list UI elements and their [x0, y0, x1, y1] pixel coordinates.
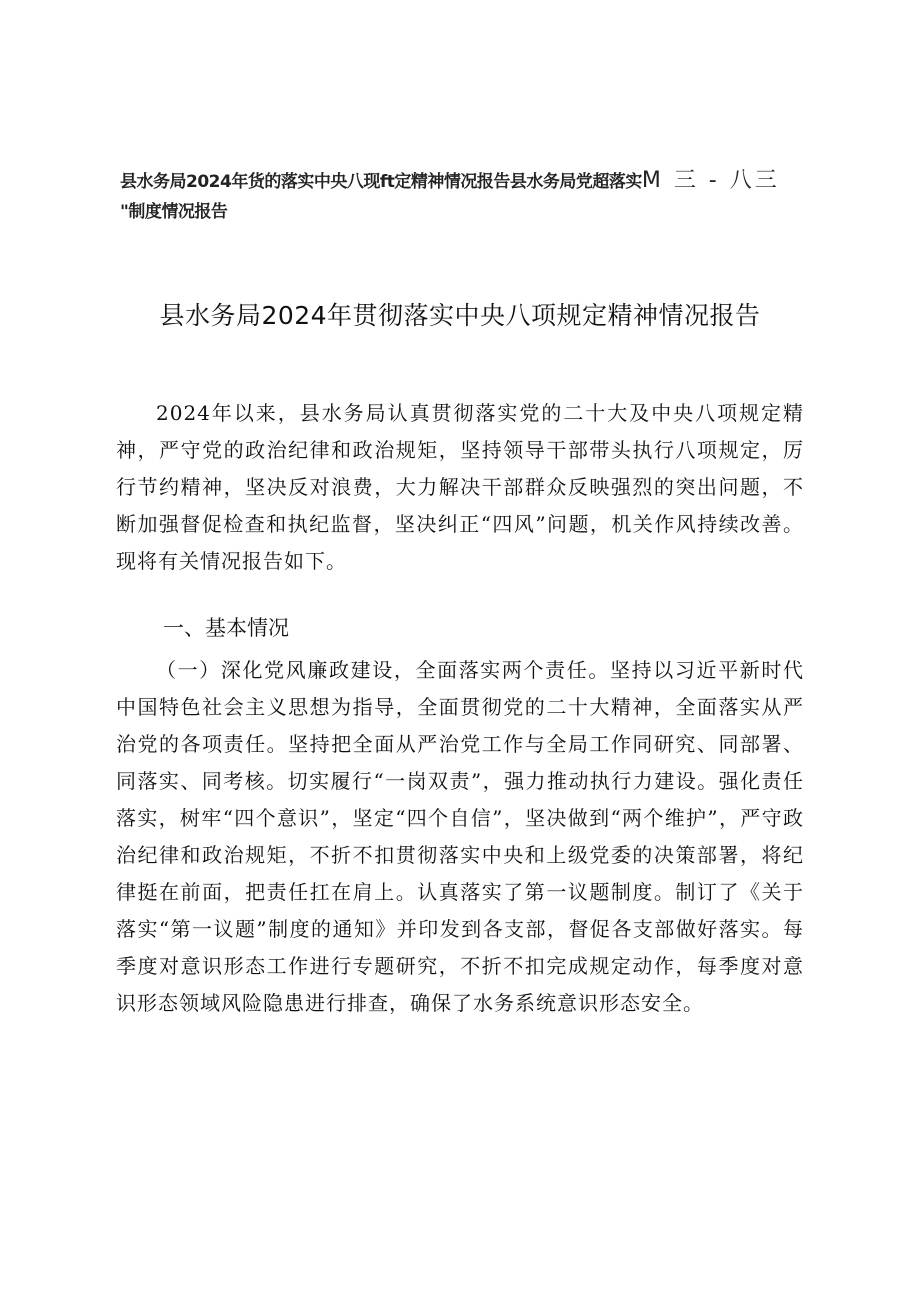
file-header-line-2-mark: " — [120, 202, 129, 222]
intro-paragraph: 2024年以来，县水务局认真贯彻落实党的二十大及中央八项规定精神，严守党的政治纪律和政治规矩，坚持领导干部带头执行八项规定，厉行节约精神，坚决反对浪费，大力解决干部群众反映强烈的突出问题，不断加强督促检查和执纪监督，坚决纠正“四风”问题，机关作风持续改善。现将有关情况报告如下。 — [116, 401, 804, 573]
file-header-line-2-text: 制度情况报告 — [128, 202, 228, 222]
file-header-line-1-text: 县水务局2024年货的落实中央八现ft定精神情况报告县水务局党超落实 — [120, 172, 642, 192]
file-header-line-1 — [120, 166, 820, 197]
document-title: 县水务局2024年贯彻落实中央八项规定精神情况报告 — [159, 301, 761, 330]
file-header-title — [120, 166, 820, 227]
file-header-line-2 — [120, 197, 820, 227]
section-heading-basic-situation: 一、基本情况 — [163, 616, 289, 640]
file-header-line-1-marks: M 三 - 八三 — [641, 168, 780, 193]
section-paragraph-1: （一）深化党风廉政建设，全面落实两个责任。坚持以习近平新时代中国特色社会主义思想为指导，全面贯彻党的二十大精神，全面落实从严治党的各项责任。坚持把全面从严治党工作与全局工作同研究、同部署、同落实、同考核。切实履行“一岗双责”，强力推动执行力建设。强化责任落实，树牢“四个意识”，坚定“四个自信”，坚决做到“两个维护”，严守政治纪律和政治规矩，不折不扣贯彻落实中央和上级党委的决策部署，将纪律挺在前面，把责任扛在肩上。认真落实了第一议题制度。制订了《关于落实“第一议题”制度的通知》并印发到各支部，督促各支部做好落实。每季度对意识形态工作进行专题研究，不折不扣完成规定动作，每季度对意识形态领域风险隐患进行排查，确保了水务系统意识形态安全。 — [116, 658, 804, 1015]
